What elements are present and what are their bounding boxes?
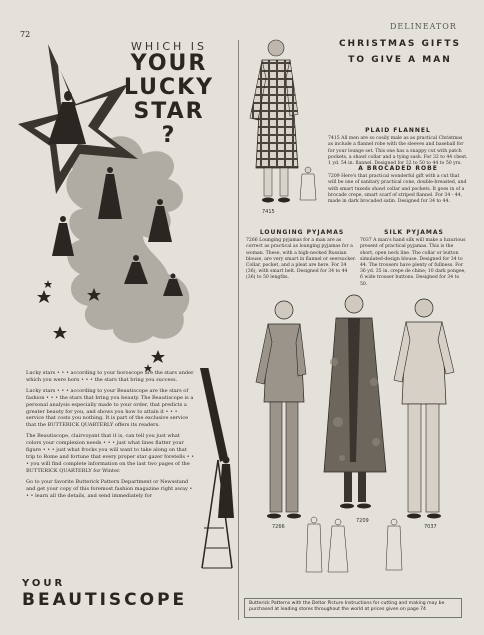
signature-beautiscope: BEAUTISCOPE xyxy=(22,590,188,610)
telescope-illustration xyxy=(188,368,236,588)
column-divider xyxy=(238,40,239,620)
magazine-name: DELINEATOR xyxy=(390,22,457,31)
men-pyjamas-illustration xyxy=(244,292,464,582)
paragraph-2: Lucky stars • • • according to your Beautiscope are the stars of fashion • • • the stars that bring you beauty. The Beautiscope is a personal analysis especially made to your order, that predicts a greater beauty for you, and shows you how to attain it • • • service that costs you nothing. It is part of the exclusive service that the BUTTERICK QUARTERLY offers its readers. xyxy=(26,387,194,429)
pattern-number-plaid: 7415 xyxy=(262,209,275,215)
item-brocaded-robe xyxy=(328,166,468,205)
page-number: 72 xyxy=(20,30,31,39)
item-silk-pyjamas xyxy=(360,230,468,288)
pattern-number-silk: 7037 xyxy=(424,524,437,530)
headline-line-4: ? xyxy=(161,123,177,148)
item-text: 7037 A man's hand silk will make a luxurious present of practical pyjamas. This is the short, open neck line. The collar or button simulated-design blouse. Designed for 34 to 44. The trousers have plenty of fullness. For 36 yd. 35 in. crepe de chine; 10 dark pongee, 6 wide trouser buttons. Designed for 34 to 50. xyxy=(360,238,466,287)
paragraph-3: The Beautiscope, clairvoyant that it is, can tell you just what colors your complexion needs • • • just what lines flatter your figure • • • just what frocks you will want to take along on that trip to Rome and fortune that every proper star gazer foretells • • • you will find complete information on the last two pages of the BUTTERICK QUARTERLY for Winter. xyxy=(26,433,195,474)
item-lounging-pyjamas xyxy=(246,230,358,282)
item-text: 7415 All men are so cosily male as as practical Christmas as include a flannel robe with the sleeves and baseball for for your lounge set. This one has a snappy cut with patch pockets, a shawl collar and a tying sash. For 32 to 44 chest. 1 yd. 54 in. flannel. Designed for 32 to 50 to 44 to 50 yrs. xyxy=(328,136,468,167)
article-body xyxy=(26,370,196,503)
paragraph-4: Go to your favorite Butterick Pattern Department or Newsstand and get your copy of this foremost fashion magazine right away • • • learn all the details, and send immediately for xyxy=(26,478,193,499)
plaid-robe-illustration xyxy=(244,38,324,213)
headline xyxy=(104,52,234,148)
item-title: SILK PYJAMAS xyxy=(384,229,444,236)
item-plaid-flannel xyxy=(328,128,468,167)
headline-line-3: STAR xyxy=(133,99,205,124)
pattern-number-lounging: 7266 xyxy=(272,524,285,530)
section-heading-line-1: CHRISTMAS GIFTS xyxy=(338,39,462,49)
item-text: 7266 Lounging pyjamas for a man are as correct as practical as lounging pyjamas for a woman. These, with a high-necked Russian blouse, are very smart in flannel or seersucker. Collar, pocket, and a pleat are here. For 34 (36), with smart belt. Designed for 34 to 44 (36) to 50 lengths. xyxy=(246,238,356,281)
item-title: PLAID FLANNEL xyxy=(365,127,431,134)
pattern-number-brocaded: 7209 xyxy=(356,518,369,524)
section-heading xyxy=(330,36,470,68)
section-heading-line-2: TO GIVE A MAN xyxy=(348,55,452,65)
headline-line-2: LUCKY xyxy=(123,75,215,100)
signature-your: YOUR xyxy=(22,578,66,589)
item-title: A BROCADED ROBE xyxy=(358,165,438,172)
footer-note: Butterick Patterns with the Deltor Picture Instructions for cutting and making may be purchased at leading stores throughout the world at prices given on page 74 xyxy=(244,598,462,618)
headline-line-1: YOUR xyxy=(130,51,208,76)
paragraph-1: Lucky stars • • • according to your horoscope are the stars under which you were born • • • the stars that bring you success. xyxy=(26,370,194,383)
item-title: LOUNGING PYJAMAS xyxy=(259,229,345,236)
item-text: 7209 Here's that practical wonderful gift with a cut that will be one of sanitary practical cone, double-breasted, and with smart tuxedo shawl collar and pockets. It goes in of a brocade crepe, smart scarf of striped flannel. For 34 - 44, made in dark brocaded satin. Designed for 34 to 44. xyxy=(328,174,467,205)
headline-kicker: WHICH IS xyxy=(130,40,208,53)
